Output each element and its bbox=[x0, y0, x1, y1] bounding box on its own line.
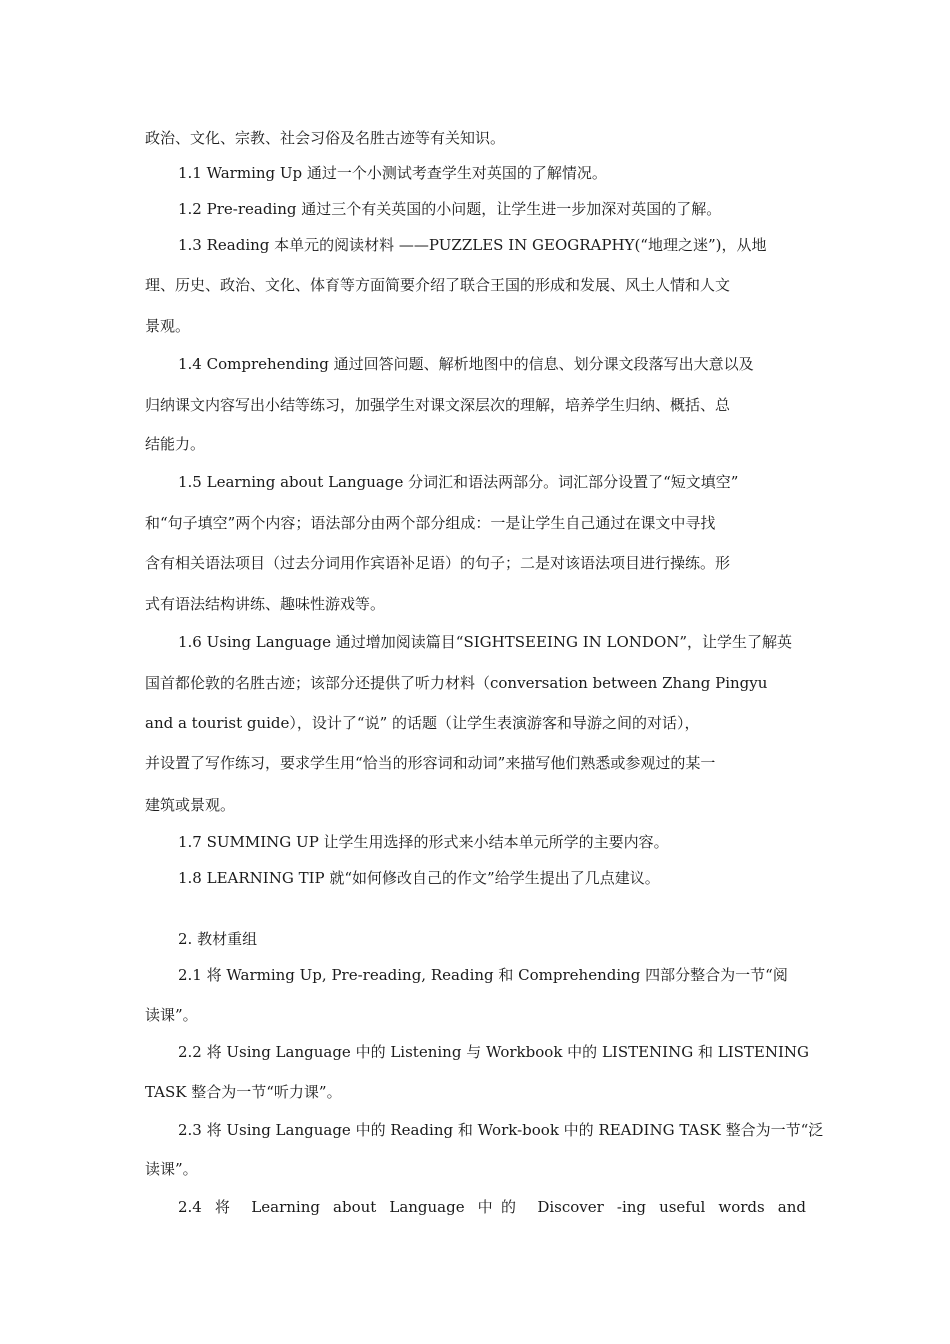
text-line: 1.7 SUMMING UP 让学生用选择的形式来小结本单元所学的主要内容。 bbox=[178, 833, 669, 851]
text-line: 国首都伦敦的名胜古迹；该部分还提供了听力材料（conversation between Zhang Pingyu bbox=[145, 674, 768, 692]
text-line: 1.3 Reading 本单元的阅读材料 ——PUZZLES IN GEOGRAPHY(“地理之迷”)，从地 bbox=[178, 236, 767, 254]
text-line: 2.2 将 Using Language 中的 Listening 与 Workbook 中的 LISTENING 和 LISTENING bbox=[178, 1043, 810, 1061]
text-line: 1.2 Pre-reading 通过三个有关英国的小问题，让学生进一步加深对英国的了解。 bbox=[178, 200, 722, 218]
text-line: 并设置了写作练习，要求学生用“恰当的形容词和动词”来描写他们熟悉或参观过的某一 bbox=[145, 754, 716, 772]
text-line: 结能力。 bbox=[145, 435, 206, 453]
text-line: 式有语法结构讲练、趣味性游戏等。 bbox=[145, 595, 386, 613]
text-line: TASK 整合为一节“听力课”。 bbox=[145, 1083, 342, 1101]
text-line: 建筑或景观。 bbox=[145, 796, 236, 814]
text-line: 政治、文化、宗教、社会习俗及名胜古迹等有关知识。 bbox=[145, 129, 506, 147]
text-line: 理、历史、政治、文化、体育等方面简要介绍了联合王国的形成和发展、风土人情和人文 bbox=[145, 276, 731, 294]
text-line: 2.1 将 Warming Up, Pre-reading, Reading 和 Comprehending 四部分整合为一节“阅 bbox=[178, 966, 788, 984]
section-heading: 2. 教材重组 bbox=[178, 930, 258, 948]
text-line: 2.4 将 Learning about Language 中的 Discover -ing useful words and bbox=[178, 1198, 806, 1216]
text-line: 景观。 bbox=[145, 317, 191, 335]
text-line: 含有相关语法项目（过去分词用作宾语补足语）的句子；二是对该语法项目进行操练。形 bbox=[145, 554, 731, 572]
text-line: 读课”。 bbox=[145, 1006, 198, 1024]
text-line: 1.4 Comprehending 通过回答问题、解析地图中的信息、划分课文段落写出大意以及 bbox=[178, 355, 754, 373]
text-line: 1.1 Warming Up 通过一个小测试考查学生对英国的了解情况。 bbox=[178, 164, 607, 182]
text-line: 2.3 将 Using Language 中的 Reading 和 Work-book 中的 READING TASK 整合为一节“泛 bbox=[178, 1121, 824, 1139]
text-line: 读课”。 bbox=[145, 1160, 198, 1178]
text-line: and a tourist guide），设计了“说” 的话题（让学生表演游客和导游之间的对话）， bbox=[145, 714, 700, 732]
text-line: 1.5 Learning about Language 分词汇和语法两部分。词汇部分设置了“短文填空” bbox=[178, 473, 739, 491]
text-line: 1.6 Using Language 通过增加阅读篇目“SIGHTSEEING IN LONDON”，让学生了解英 bbox=[178, 633, 793, 651]
text-line: 和“句子填空”两个内容；语法部分由两个部分组成：一是让学生自己通过在课文中寻找 bbox=[145, 514, 716, 532]
text-line: 归纳课文内容写出小结等练习，加强学生对课文深层次的理解，培养学生归纳、概括、总 bbox=[145, 396, 731, 414]
text-line: 1.8 LEARNING TIP 就“如何修改自己的作文”给学生提出了几点建议。 bbox=[178, 869, 660, 887]
